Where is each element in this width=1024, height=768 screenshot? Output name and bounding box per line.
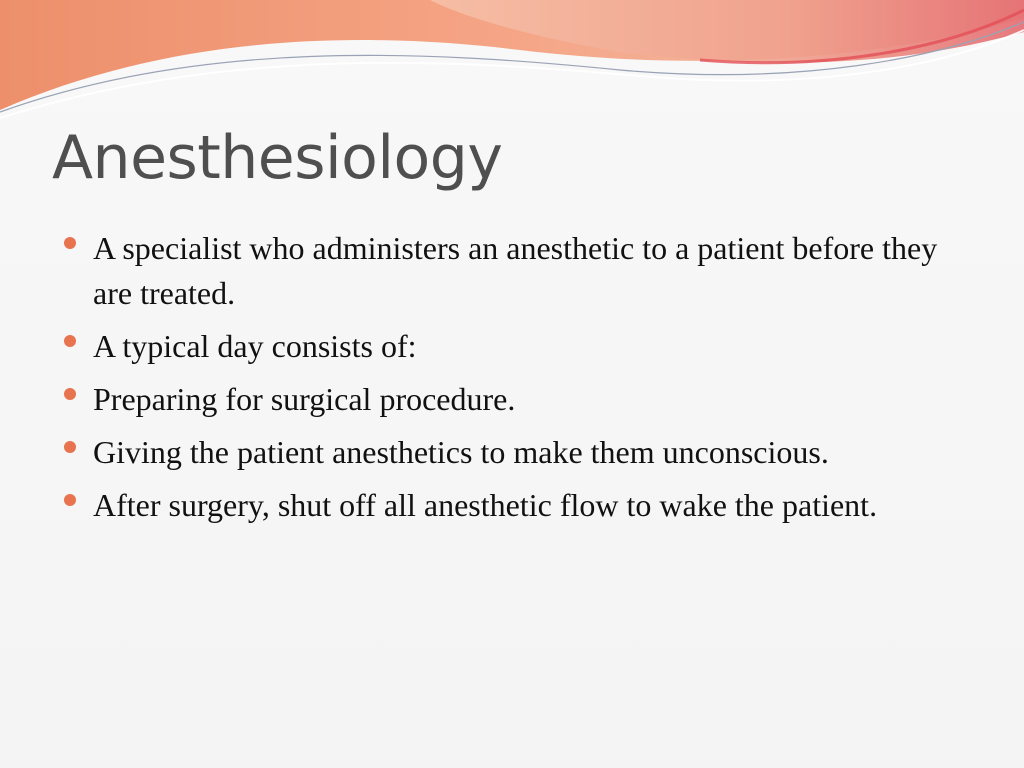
bullet-text: Preparing for surgical procedure. [93,381,516,417]
bullet-text: After surgery, shut off all anesthetic flow to wake the patient. [93,487,878,523]
bullet-dot-icon [64,237,76,249]
list-item [62,377,982,422]
bullet-dot-icon [64,441,76,453]
bullet-dot-icon [64,494,76,506]
bullet-text: Giving the patient anesthetics to make them unconscious. [93,434,829,470]
bullet-text: A specialist who administers an anesthetic to a patient before they are treated. [93,230,938,311]
header-wave-decoration [0,0,1024,130]
list-item [62,430,982,475]
bullet-list [62,226,982,536]
bullet-text: A typical day consists of: [93,328,417,364]
list-item [62,226,982,316]
bullet-dot-icon [64,335,76,347]
bullet-dot-icon [64,388,76,400]
list-item [62,324,982,369]
list-item [62,483,982,528]
slide-title: Anesthesiology [52,123,503,193]
